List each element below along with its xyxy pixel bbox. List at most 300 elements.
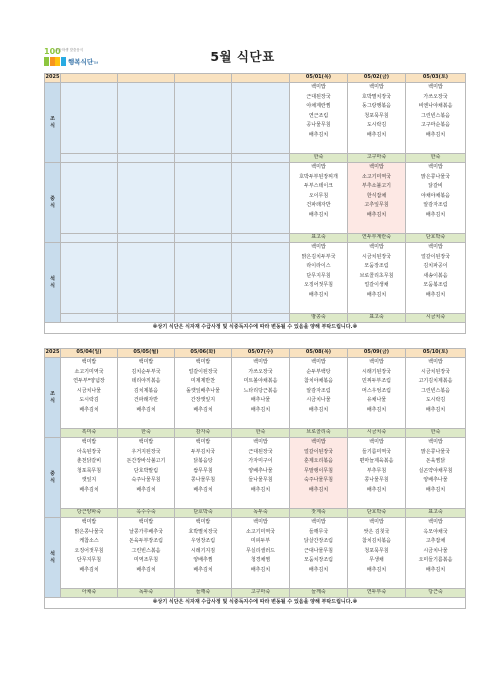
- porridge-cell: 한죽: [406, 154, 466, 163]
- meal-label-char: 식: [50, 202, 55, 209]
- date-header: [118, 74, 175, 83]
- porridge-cell: 당근양파죽: [61, 509, 118, 518]
- menu-item: 머스우엉조림: [362, 387, 391, 394]
- menu-cell: [61, 243, 118, 314]
- menu-item: 백미밥: [311, 519, 326, 525]
- page-title: 5월 식단표: [210, 49, 275, 64]
- menu-table-week-1: [44, 73, 466, 334]
- menu-item: 얼갈이된장국: [304, 448, 333, 455]
- porridge-cell: 시금치죽: [348, 429, 406, 438]
- menu-item: 배추김치: [425, 131, 446, 138]
- menu-item: 단호박말림: [133, 467, 159, 474]
- menu-item: 소고기미역국: [246, 528, 275, 535]
- menu-item: 돈간장바삭불고기: [126, 458, 166, 464]
- menu-item: 실곤약야채무침: [418, 467, 453, 474]
- menu-item: 콩나물무침: [190, 477, 216, 483]
- meal-label: [45, 438, 61, 518]
- menu-item: 시금치나물: [76, 387, 102, 394]
- menu-item: 백미밥: [81, 519, 97, 525]
- menu-item: 배추김치: [425, 566, 446, 573]
- menu-item: 배추김치: [308, 291, 329, 298]
- menu-item: 배추김치: [366, 486, 387, 493]
- menu-item: 공나물무침: [306, 122, 331, 128]
- menu-item: 숙주나물무침: [304, 477, 333, 483]
- menu-item: 백미밥: [369, 519, 384, 525]
- date-header: 05/02(금): [348, 74, 406, 83]
- porridge-cell: 단호박죽: [406, 234, 466, 243]
- menu-cell: [290, 83, 348, 154]
- menu-item: 백미밥: [428, 164, 443, 170]
- menu-item: 야채계란찜: [306, 103, 331, 109]
- meal-label-char: 조: [50, 390, 55, 397]
- porridge-cell: [61, 234, 118, 243]
- menu-item: 백미밥: [81, 359, 97, 365]
- menu-item: 백미밥: [195, 439, 211, 445]
- menu-item: 그린빈스볶음: [421, 387, 450, 394]
- menu-item: 단무지무침: [306, 272, 331, 279]
- porridge-cell: 고구마죽: [232, 589, 290, 598]
- menu-cell: [118, 438, 175, 509]
- menu-item: 우거지된장국: [131, 448, 161, 455]
- meal-label-char: 식: [50, 282, 55, 289]
- menu-item: 도시락김: [366, 122, 387, 128]
- porridge-cell: [232, 154, 290, 163]
- menu-item: 모둠볶조림: [423, 282, 448, 288]
- menu-cell: [175, 438, 232, 509]
- meal-label-char: 조: [50, 115, 55, 122]
- porridge-cell: 감자죽: [175, 429, 232, 438]
- menu-item: 훈제오리볶음: [304, 458, 333, 464]
- menu-item: 백미밥: [253, 359, 268, 365]
- menu-cell: [406, 438, 466, 509]
- menu-item: 배추김치: [425, 211, 446, 218]
- porridge-cell: [61, 314, 118, 323]
- menu-item: 백미밥: [311, 359, 326, 365]
- menu-item: 배추김치: [193, 566, 213, 573]
- menu-cell: [290, 438, 348, 509]
- menu-cell: [118, 358, 175, 429]
- menu-item: 배추김치: [250, 406, 271, 413]
- menu-item: 단무지무침: [76, 557, 102, 563]
- menu-item: 유채나물: [366, 397, 387, 403]
- menu-item: 닭갈비: [428, 183, 443, 189]
- menu-item: 배추김치: [79, 406, 99, 413]
- porridge-cell: [61, 154, 118, 163]
- menu-item: 옥모야채국: [423, 528, 448, 535]
- date-header: 05/06(화): [175, 349, 232, 358]
- meal-label-char: 식: [50, 397, 55, 404]
- date-header: 05/04(일): [61, 349, 118, 358]
- menu-cell: [175, 358, 232, 429]
- meal-label: [45, 83, 61, 163]
- menu-item: 무말랭이무침: [304, 467, 333, 474]
- porridge-cell: 한죽: [232, 429, 290, 438]
- menu-item: 배추김치: [366, 211, 387, 218]
- menu-cell: [175, 243, 232, 314]
- menu-item: 얼갈이된장국: [188, 368, 218, 375]
- year-cell: 2025: [45, 349, 61, 358]
- menu-item: 오이무침: [308, 192, 329, 199]
- logo-name: 행복식단TM: [68, 58, 99, 66]
- menu-item: 무실리샐러드: [246, 547, 275, 554]
- menu-item: 간장깻잎지: [190, 397, 216, 403]
- menu-item: 소고기미역국: [362, 173, 391, 180]
- menu-cell: [290, 163, 348, 234]
- menu-item: 편마늘제육볶음: [359, 458, 394, 464]
- menu-cell: [175, 518, 232, 589]
- menu-cell: [348, 163, 406, 234]
- porridge-cell: 들깨죽: [175, 589, 232, 598]
- porridge-cell: 한죽: [406, 429, 466, 438]
- menu-item: 백미밥: [81, 439, 97, 445]
- disclaimer-note: ※상기 식단은 식자재 수급사정 및 식중독지수에 따라 변동될 수 있음을 양해 부탁드립니다.※: [45, 323, 466, 334]
- menu-cell: [61, 438, 118, 509]
- menu-item: 시금치나물: [306, 397, 331, 403]
- menu-cell: [406, 163, 466, 234]
- menu-cell: [232, 83, 290, 154]
- menu-item: 배추김치: [308, 211, 329, 218]
- menu-item: 배추나물: [250, 397, 271, 403]
- date-header: [175, 74, 232, 83]
- menu-item: 쌈무무침: [193, 467, 213, 474]
- menu-item: 연두부*양념장: [73, 378, 105, 384]
- menu-item: 돈육두부장조림: [129, 538, 163, 544]
- menu-item: 가자미구이: [248, 458, 273, 464]
- porridge-cell: 표고죽: [406, 509, 466, 518]
- menu-item: 배추김치: [425, 291, 446, 298]
- meal-label-char: 석: [50, 550, 55, 557]
- menu-item: 콩나물무침: [364, 477, 389, 483]
- menu-item: 들기름미역국: [362, 448, 391, 455]
- porridge-cell: 흑미죽: [61, 429, 118, 438]
- menu-item: 미트볼야채볶음: [243, 378, 278, 384]
- menu-cell: [232, 518, 290, 589]
- menu-item: 백미밥: [428, 439, 443, 445]
- porridge-cell: 한죽: [290, 154, 348, 163]
- menu-cell: [232, 243, 290, 314]
- menu-item: 소고기미역국: [74, 368, 104, 375]
- menu-cell: [348, 438, 406, 509]
- menu-item: 배추김치: [366, 406, 387, 413]
- menu-cell: [175, 83, 232, 154]
- menu-item: 야채야채볶음: [421, 192, 450, 199]
- menu-cell: [175, 163, 232, 234]
- menu-item: 고추잎무침: [364, 202, 389, 208]
- menu-item: 부추무침: [366, 467, 387, 474]
- date-header: 05/05(월): [118, 349, 175, 358]
- menu-item: 백미밥: [253, 519, 268, 525]
- menu-item: 느타리당근볶음: [243, 387, 278, 394]
- menu-cell: [118, 83, 175, 154]
- menu-item: 청포묵무침: [364, 112, 389, 119]
- menu-item: 알감자조림: [306, 387, 331, 394]
- porridge-cell: 들깨죽: [290, 589, 348, 598]
- date-header: [232, 74, 290, 83]
- meal-label-char: 중: [50, 470, 55, 477]
- porridge-cell: 옥수수죽: [118, 509, 175, 518]
- menu-cell: [348, 83, 406, 154]
- menu-item: 시금치된장국: [362, 253, 391, 260]
- menu-item: 김치파공이: [423, 263, 448, 269]
- date-header: 05/10(토): [406, 349, 466, 358]
- menu-item: 데리야끼볶음: [131, 378, 161, 384]
- menu-item: 배추김치: [250, 566, 271, 573]
- menu-item: 백미밥: [428, 244, 443, 250]
- menu-item: 청경채찜: [250, 557, 271, 563]
- year-cell: 2025: [45, 74, 61, 83]
- menu-item: 얼갈이생채: [364, 282, 389, 288]
- porridge-cell: [118, 154, 175, 163]
- menu-item: 배추김치: [308, 566, 329, 573]
- menu-item: 백미밥: [428, 84, 443, 90]
- menu-item: 그린빈스볶음: [421, 112, 450, 119]
- menu-item: 양배추찜: [193, 557, 213, 563]
- menu-item: 근대된장국: [248, 448, 273, 455]
- menu-item: 백미밥: [369, 244, 384, 250]
- menu-item: 배추김치: [136, 486, 156, 493]
- menu-item: 날콩가루배추국: [129, 528, 163, 535]
- porridge-cell: 녹두죽: [118, 589, 175, 598]
- menu-item: 순두부백탕: [306, 368, 331, 375]
- menu-item: 백미밥: [311, 244, 326, 250]
- date-header: 05/01(목): [290, 74, 348, 83]
- porridge-cell: [118, 314, 175, 323]
- meal-label: [45, 163, 61, 243]
- porridge-cell: 당근죽: [406, 589, 466, 598]
- menu-item: 호박두부된장찌개: [299, 173, 338, 180]
- menu-cell: [348, 358, 406, 429]
- menu-item: 건파래자반: [133, 397, 159, 403]
- porridge-cell: [175, 314, 232, 323]
- menu-item: 닭살간장조림: [304, 538, 333, 544]
- porridge-cell: 단호박죽: [175, 509, 232, 518]
- menu-item: 모둠치장조림: [304, 557, 333, 563]
- logo-tagline: 초등학생 맞춤음식: [55, 48, 84, 52]
- menu-item: 무생채: [369, 557, 384, 563]
- porridge-cell: [118, 234, 175, 243]
- menu-item: 배추김치: [425, 486, 446, 493]
- menu-item: 백미밥: [428, 519, 443, 525]
- menu-cell: [61, 163, 118, 234]
- menu-item: 닭볶음탕: [193, 458, 213, 464]
- porridge-cell: 녹두죽: [232, 509, 290, 518]
- menu-item: 연근조림: [308, 112, 329, 119]
- menu-item: 배추김치: [308, 486, 329, 493]
- menu-cell: [348, 518, 406, 589]
- menu-item: 브로콜리초무침: [359, 272, 394, 279]
- menu-cell: [406, 243, 466, 314]
- menu-item: 고추잡채: [425, 538, 446, 544]
- menu-item: 백미밥: [369, 164, 384, 170]
- porridge-cell: 시금치죽: [406, 314, 466, 323]
- menu-item: 가쓰오장국: [423, 93, 448, 100]
- porridge-cell: 아채죽: [61, 589, 118, 598]
- menu-item: 알감자조림: [423, 202, 448, 208]
- menu-item: 백미밥: [138, 439, 154, 445]
- menu-item: 백미밥: [369, 439, 384, 445]
- porridge-cell: 땅콩죽: [290, 314, 348, 323]
- menu-item: 배추김치: [136, 566, 156, 573]
- menu-cell: [118, 163, 175, 234]
- date-header: 05/08(목): [290, 349, 348, 358]
- meal-label-char: 식: [50, 122, 55, 129]
- porridge-cell: 표고죽: [348, 314, 406, 323]
- porridge-cell: 잣계죽: [290, 509, 348, 518]
- menu-item: 오징어젓무침: [74, 547, 104, 554]
- menu-item: 호박멸치장국: [188, 528, 218, 535]
- menu-item: 백미밥: [428, 359, 443, 365]
- menu-item: 부추소불고기: [362, 183, 391, 189]
- menu-item: 깻잎지: [81, 477, 97, 483]
- porridge-cell: [232, 234, 290, 243]
- menu-item: 배추김치: [79, 566, 99, 573]
- porridge-cell: 연두부죽: [348, 589, 406, 598]
- menu-item: 근대된장국: [306, 93, 331, 100]
- date-header: 05/09(금): [348, 349, 406, 358]
- menu-item: 동그랑땡볶음: [362, 103, 391, 109]
- menu-item: 호박멸치장국: [362, 93, 391, 100]
- meal-label-char: 식: [50, 557, 55, 564]
- menu-item: 백미밥: [195, 359, 211, 365]
- porridge-cell: [232, 314, 290, 323]
- menu-item: 배추김치: [366, 131, 387, 138]
- menu-item: 백미밥: [138, 359, 154, 365]
- menu-item: 두부스테이크: [304, 183, 333, 189]
- menu-item: 고구마순볶음: [421, 122, 450, 128]
- menu-item: 얼갈이된장국: [421, 253, 450, 260]
- menu-cell: [232, 438, 290, 509]
- menu-item: 들나물무침: [248, 477, 273, 483]
- logo-number: 100: [44, 47, 61, 56]
- menu-item: 춘천닭갈비: [76, 458, 102, 464]
- menu-item: 배추김치: [366, 291, 387, 298]
- date-header: 05/07(수): [232, 349, 290, 358]
- menu-item: 모둠장조림: [364, 263, 389, 269]
- meal-label: [45, 518, 61, 598]
- menu-item: 시금치나물: [423, 547, 448, 554]
- menu-item: 백미밥: [253, 439, 268, 445]
- menu-item: 배추김치: [136, 406, 156, 413]
- menu-item: 배추김치: [193, 486, 213, 493]
- menu-item: 새송이볶음: [423, 272, 448, 279]
- menu-item: 배추김치: [250, 486, 271, 493]
- meal-label: [45, 243, 61, 323]
- meal-label-char: 석: [50, 275, 55, 282]
- menu-item: 쌋은 김칫국: [363, 528, 390, 535]
- menu-item: 양배추나물: [423, 477, 448, 483]
- menu-item: 맑은김치두부국: [301, 253, 336, 260]
- menu-item: 고기김치제볶음: [418, 378, 453, 384]
- menu-item: 가쓰오장국: [248, 368, 273, 375]
- porridge-cell: 단호박죽: [348, 509, 406, 518]
- menu-item: 배추김치: [308, 406, 329, 413]
- menu-item: 맑은콩나물국: [421, 173, 450, 180]
- menu-item: 청포묵무침: [364, 547, 389, 554]
- menu-item: 우엉장조림: [190, 538, 216, 544]
- meal-label-char: 중: [50, 195, 55, 202]
- date-header: [61, 74, 118, 83]
- menu-item: 미피두부: [250, 538, 271, 544]
- meal-label-char: 식: [50, 477, 55, 484]
- meal-label: [45, 358, 61, 438]
- menu-table-week-2: [44, 348, 466, 609]
- menu-item: 돌깻잎배추나물: [186, 387, 220, 394]
- menu-item: 그린빈스볶음: [131, 547, 161, 554]
- menu-item: 배추김치: [193, 406, 213, 413]
- porridge-cell: 연두부계란죽: [348, 234, 406, 243]
- menu-item: 김치제볶음: [133, 387, 159, 394]
- menu-item: 배추김치: [79, 486, 99, 493]
- menu-item: 도시락김: [425, 397, 446, 403]
- disclaimer-note: ※상기 식단은 식자재 수급사정 및 식중독지수에 따라 변동될 수 있음을 양해 부탁드립니다.※: [45, 598, 466, 609]
- menu-item: 참치김치볶음: [362, 538, 391, 544]
- menu-cell: [61, 358, 118, 429]
- menu-cell: [348, 243, 406, 314]
- menu-item: 참치야채볶음: [304, 378, 333, 384]
- menu-cell: [406, 358, 466, 429]
- porridge-cell: 표고죽: [290, 234, 348, 243]
- menu-item: 백미밥: [311, 84, 326, 90]
- menu-item: 김치순두부국: [131, 368, 161, 375]
- menu-item: 백미밥: [311, 439, 326, 445]
- menu-item: 백미밥: [369, 359, 384, 365]
- menu-cell: [406, 518, 466, 589]
- menu-cell: [232, 358, 290, 429]
- menu-item: 오미들기름볶음: [418, 557, 453, 563]
- menu-cell: [290, 358, 348, 429]
- menu-item: 비엔나야채볶음: [418, 103, 453, 109]
- menu-item: 근대나물무침: [304, 547, 333, 554]
- menu-item: 숙주나물무침: [131, 477, 161, 483]
- menu-item: 돈육찜닭: [425, 458, 446, 464]
- menu-cell: [118, 243, 175, 314]
- menu-item: 시래기된장국: [362, 368, 391, 375]
- date-header: 05/03(토): [406, 74, 466, 83]
- menu-item: 미제제반찬: [190, 378, 216, 384]
- menu-item: 미역조무침: [133, 557, 159, 563]
- menu-item: 맑은콩나물국: [74, 528, 104, 535]
- menu-item: 라이라이스: [306, 263, 331, 269]
- menu-cell: [61, 518, 118, 589]
- porridge-cell: [175, 234, 232, 243]
- menu-item: 케찹소스: [79, 538, 99, 544]
- menu-item: 아욱된장국: [76, 448, 102, 455]
- menu-item: 한식잡채: [366, 192, 387, 199]
- menu-item: 백미밥: [369, 84, 384, 90]
- menu-item: 맑은콩나물국: [421, 448, 450, 455]
- menu-cell: [61, 83, 118, 154]
- menu-cell: [232, 163, 290, 234]
- menu-item: 시금치된장국: [421, 368, 450, 375]
- menu-item: 청포묵무침: [76, 467, 102, 474]
- menu-item: 시레기지짐: [190, 547, 216, 554]
- menu-item: 배추김치: [425, 406, 446, 413]
- menu-cell: [290, 243, 348, 314]
- menu-item: 백미밥: [311, 164, 326, 170]
- menu-item: 오징어젓무침: [304, 282, 333, 288]
- menu-item: 들깨무국: [308, 528, 329, 535]
- menu-item: 양배추나물: [248, 467, 273, 474]
- menu-cell: [406, 83, 466, 154]
- menu-item: 민찌두부조림: [362, 378, 391, 384]
- porridge-cell: [175, 154, 232, 163]
- menu-item: 배추김치: [308, 131, 329, 138]
- porridge-cell: 한죽: [118, 429, 175, 438]
- menu-cell: [118, 518, 175, 589]
- menu-item: 건파래자반: [306, 202, 331, 208]
- porridge-cell: 브로콜리죽: [290, 429, 348, 438]
- menu-item: 백미밥: [138, 519, 154, 525]
